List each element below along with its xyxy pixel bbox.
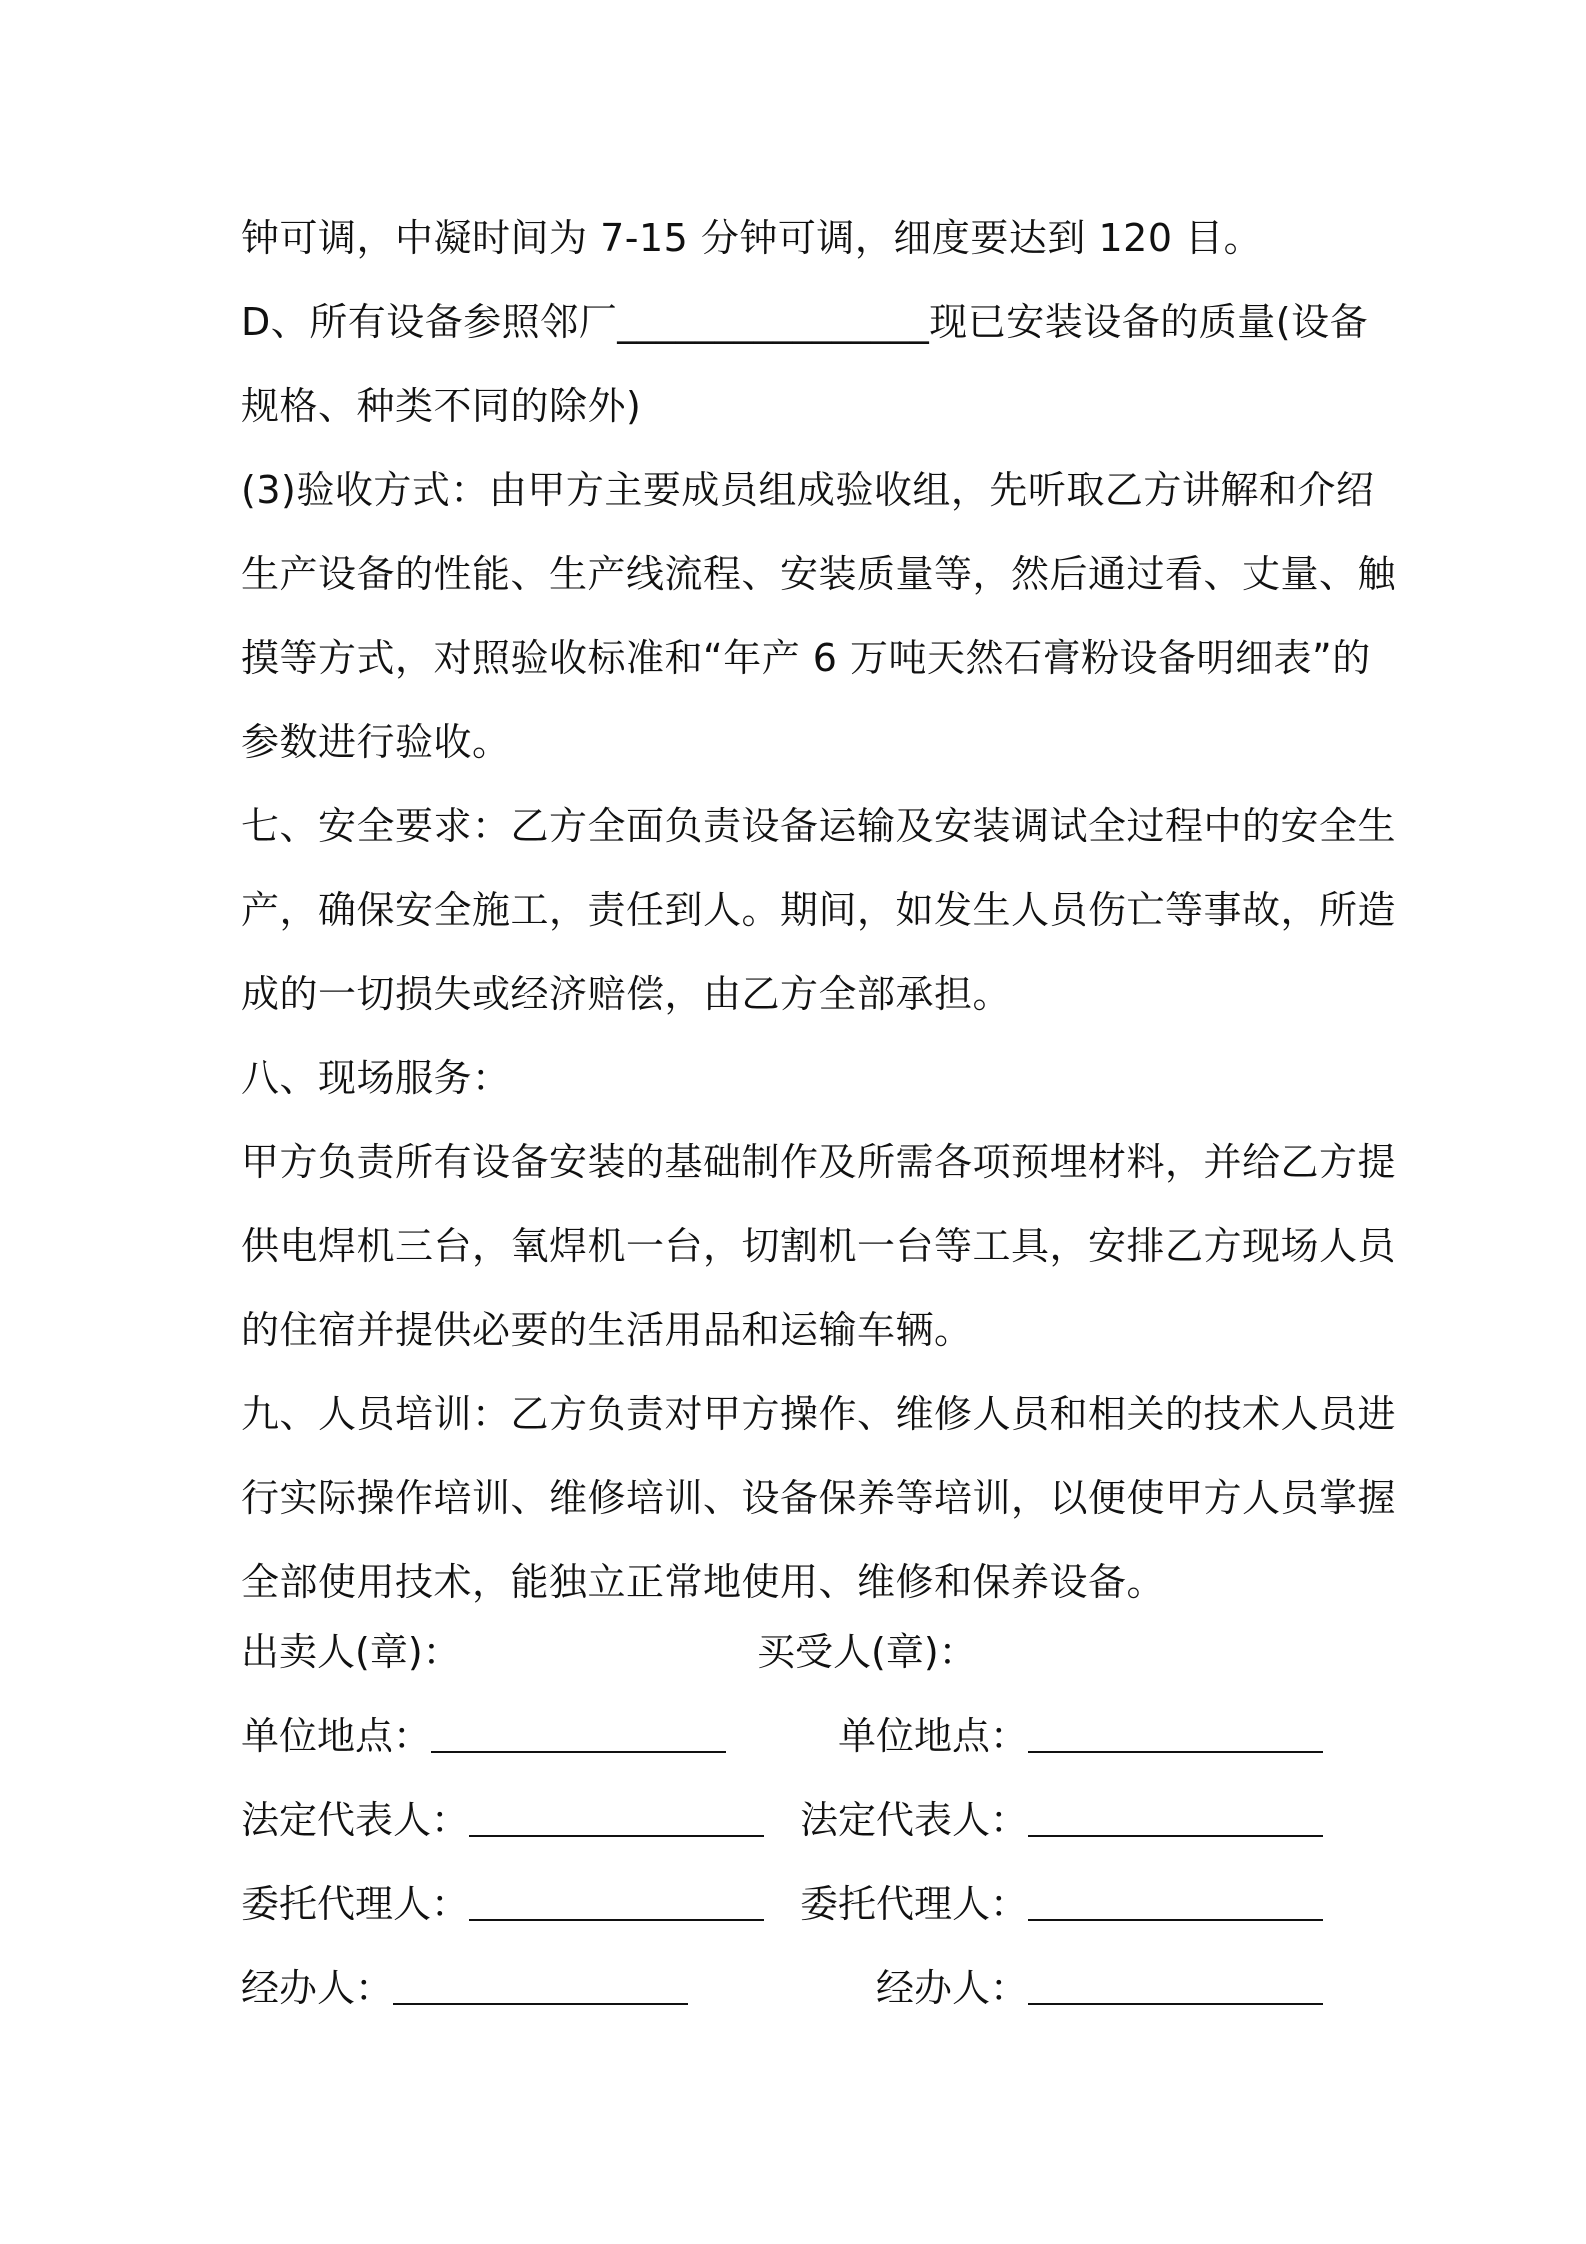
text-line: 成的一切损失或经济赔偿，由乙方全部承担。 [241, 972, 1012, 1016]
buyer-address-blank [1028, 1721, 1323, 1753]
buyer-handler-blank [1028, 1973, 1323, 2005]
buyer-address-label: 单位地点： [838, 1714, 1029, 1758]
seller-agent-blank [469, 1889, 764, 1921]
signature-row-legal-rep [241, 1778, 1357, 1862]
buyer-field [800, 1862, 1323, 1946]
signature-block [241, 1610, 1357, 2030]
seller-agent-label: 委托代理人： [241, 1882, 470, 1926]
signature-row-agent [241, 1862, 1357, 1946]
text-line: 供电焊机三台，氧焊机一台，切割机一台等工具，安排乙方现场人员 [241, 1224, 1397, 1268]
seller-legal-rep-blank [469, 1805, 764, 1837]
contract-body [241, 196, 1397, 1624]
seller-handler-blank [393, 1973, 688, 2005]
buyer-legal-rep-blank [1028, 1805, 1323, 1837]
buyer-agent-blank [1028, 1889, 1323, 1921]
text-line: 生产设备的性能、生产线流程、安装质量等，然后通过看、丈量、触 [241, 552, 1397, 596]
signature-row-address [241, 1694, 1357, 1778]
seller-field [241, 1862, 764, 1946]
text-line: 参数进行验收。 [241, 720, 511, 764]
buyer-field [876, 1946, 1323, 2030]
seller-legal-rep-label: 法定代表人： [241, 1798, 470, 1842]
text-line: (3)验收方式：由甲方主要成员组成验收组，先听取乙方讲解和介绍 [241, 468, 1375, 512]
text-line: 钟可调，中凝时间为 7-15 分钟可调，细度要达到 120 目。 [241, 216, 1263, 260]
seller-field [241, 1778, 764, 1862]
signature-row-handler [241, 1946, 1357, 2030]
buyer-field [800, 1778, 1323, 1862]
text-line: 行实际操作培训、维修培训、设备保养等培训，以便使甲方人员掌握 [241, 1476, 1397, 1520]
text-line: 甲方负责所有设备安装的基础制作及所需各项预埋材料，并给乙方提 [241, 1140, 1397, 1184]
seller-field [241, 1694, 726, 1778]
text-line: 九、人员培训：乙方负责对甲方操作、维修人员和相关的技术人员进 [241, 1392, 1397, 1436]
buyer-seal-label: 买受人(章)： [757, 1630, 977, 1674]
seller-seal-label: 出卖人(章)： [241, 1630, 461, 1674]
text-line: 产，确保安全施工，责任到人。期间，如发生人员伤亡等事故，所造 [241, 888, 1397, 932]
buyer-agent-label: 委托代理人： [800, 1882, 1029, 1926]
seller-field [241, 1946, 688, 2030]
buyer-field [838, 1694, 1323, 1778]
text-line: 的住宿并提供必要的生活用品和运输车辆。 [241, 1308, 973, 1352]
text-line: D、所有设备参照邻厂________________现已安装设备的质量(设备 [241, 300, 1369, 344]
seller-address-blank [431, 1721, 726, 1753]
signature-row-party [241, 1610, 1357, 1694]
text-line: 七、安全要求：乙方全面负责设备运输及安装调试全过程中的安全生 [241, 804, 1397, 848]
text-line: 全部使用技术，能独立正常地使用、维修和保养设备。 [241, 1560, 1166, 1604]
seller-handler-label: 经办人： [241, 1966, 394, 2010]
text-line: 规格、种类不同的除外) [241, 384, 642, 428]
seller-address-label: 单位地点： [241, 1714, 432, 1758]
buyer-handler-label: 经办人： [876, 1966, 1029, 2010]
buyer-legal-rep-label: 法定代表人： [800, 1798, 1029, 1842]
text-line: 摸等方式，对照验收标准和“年产 6 万吨天然石膏粉设备明细表”的 [241, 636, 1371, 680]
section-heading: 八、现场服务： [241, 1056, 511, 1100]
